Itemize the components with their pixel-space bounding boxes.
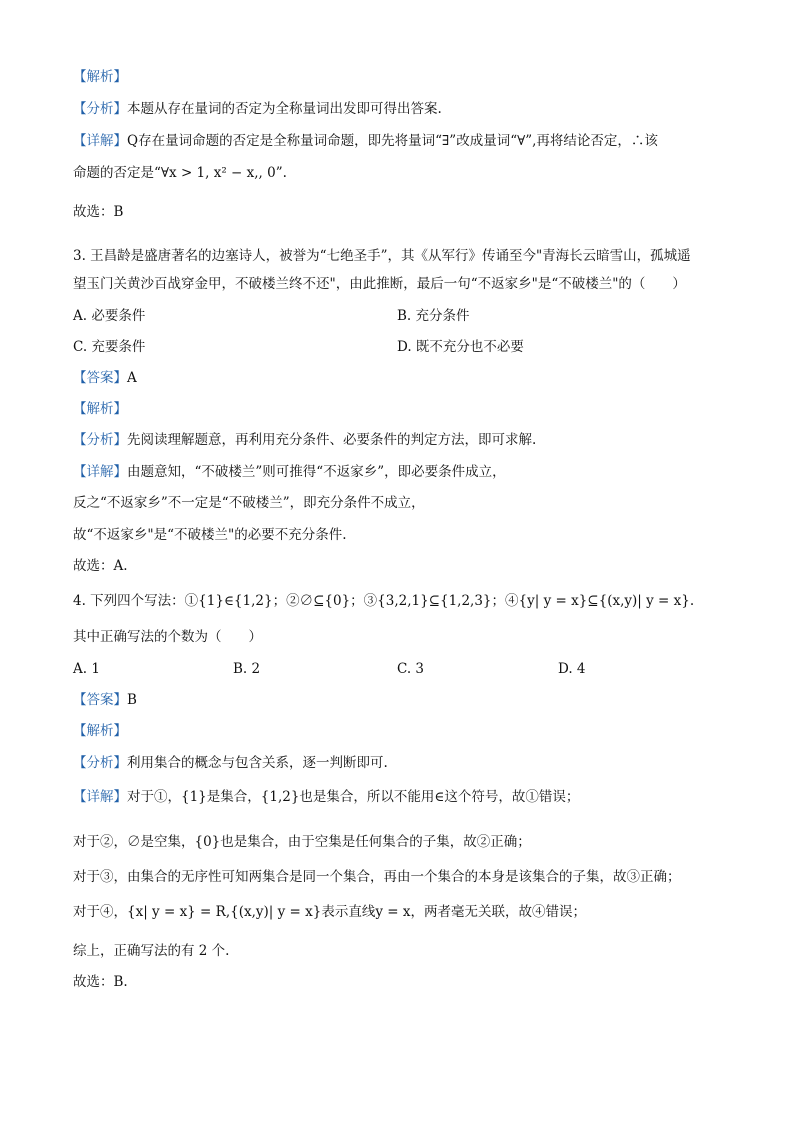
q2-fenxi-text: 本题从存在量词的否定为全称量词出发即可得出答案.: [127, 101, 442, 117]
q4-detail-1: [73, 787, 579, 807]
q3-option-b: B. 充分条件: [397, 308, 470, 324]
q4-choice: 故选：B.: [73, 974, 128, 990]
q4-stem-line1: 4. 下列四个写法：①{1}∈{1,2}；②∅⊆{0}；③{3,2,1}⊆{1,2,3}；④{y| y = x}⊆{(x,y)| y = x}.: [73, 593, 695, 609]
answer-tag: 【答案】: [73, 692, 127, 708]
q2-analysis-header: [73, 67, 127, 87]
detail-tag: 【详解】: [73, 133, 127, 149]
q4-detail-3: 对于③，由集合的无序性可知两集合是同一个集合，再由一个集合的本身是该集合的子集，故③正确；: [73, 869, 681, 885]
q3-analysis-header: [73, 399, 127, 419]
q2-detail-line1: Q存在量词命题的否定是全称量词命题，即先将量词“∃”改成量词“∀”,再将结论否定，∴该: [127, 133, 658, 149]
fenxi-tag: 【分析】: [73, 432, 127, 448]
q3-detail-line1: 由题意知，“不破楼兰”则可推得“不返家乡”，即必要条件成立，: [127, 464, 506, 480]
q3-choice: 故选：A.: [73, 558, 128, 574]
q4-detail-line1: 对于①，{1}是集合，{1,2}也是集合，所以不能用∈这个符号，故①错误；: [127, 789, 580, 805]
q4-detail-5: 综上，正确写法的有 2 个.: [73, 943, 230, 959]
q4-option-b: B. 2: [233, 661, 261, 677]
q3-option-a: A. 必要条件: [73, 308, 146, 324]
q3-option-c: C. 充要条件: [73, 339, 146, 355]
analysis-tag: 【解析】: [73, 69, 127, 85]
q4-stem-line2: 其中正确写法的个数为（ ）: [73, 629, 262, 645]
q2-fenxi: [73, 99, 442, 119]
q4-answer-value: B: [127, 692, 137, 708]
q4-option-c: C. 3: [397, 661, 425, 677]
q2-choice: 故选：B: [73, 204, 124, 220]
q4-detail-4: 对于④，{x| y = x} = R,{(x,y)| y = x}表示直线y = x，两者毫无关联，故④错误；: [73, 904, 586, 920]
fenxi-tag: 【分析】: [73, 101, 127, 117]
q4-analysis-header: [73, 721, 127, 741]
q3-detail-2: 反之“不返家乡”不一定是“不破楼兰”，即充分条件不成立，: [73, 495, 425, 511]
q4-fenxi-text: 利用集合的概念与包含关系，逐一判断即可.: [127, 755, 388, 771]
q4-detail-2: 对于②，∅是空集，{0}也是集合，由于空集是任何集合的子集，故②正确；: [73, 834, 531, 850]
q3-detail-3: 故“不返家乡"是“不破楼兰"的必要不充分条件.: [73, 527, 347, 543]
detail-tag: 【详解】: [73, 789, 127, 805]
q3-detail-1: [73, 462, 506, 482]
q3-answer-value: A: [127, 370, 137, 386]
fenxi-tag: 【分析】: [73, 755, 127, 771]
q3-stem-line1: 3. 王昌龄是盛唐著名的边塞诗人，被誉为“七绝圣手”，其《从军行》传诵至今"青海长云暗雪山，孤城遥: [73, 248, 691, 264]
q3-fenxi: [73, 430, 536, 450]
q4-option-d: D. 4: [558, 661, 586, 677]
q3-fenxi-text: 先阅读理解题意，再利用充分条件、必要条件的判定方法，即可求解.: [127, 432, 537, 448]
detail-tag: 【详解】: [73, 464, 127, 480]
analysis-tag: 【解析】: [73, 401, 127, 417]
q2-detail-2: 命题的否定是“∀x > 1, x² − x,, 0”.: [73, 165, 287, 181]
q4-option-a: A. 1: [73, 661, 100, 677]
q4-fenxi: [73, 753, 388, 773]
q3-option-d: D. 既不充分也不必要: [397, 339, 524, 355]
analysis-tag: 【解析】: [73, 723, 127, 739]
q3-stem-line2: 望玉门关黄沙百战穿金甲，不破楼兰终不还"，由此推断，最后一句“不返家乡"是“不破楼兰"的（ ）: [73, 276, 686, 292]
q4-answer: [73, 690, 137, 710]
q3-answer: [73, 368, 137, 388]
answer-tag: 【答案】: [73, 370, 127, 386]
q2-detail-1: [73, 131, 658, 151]
